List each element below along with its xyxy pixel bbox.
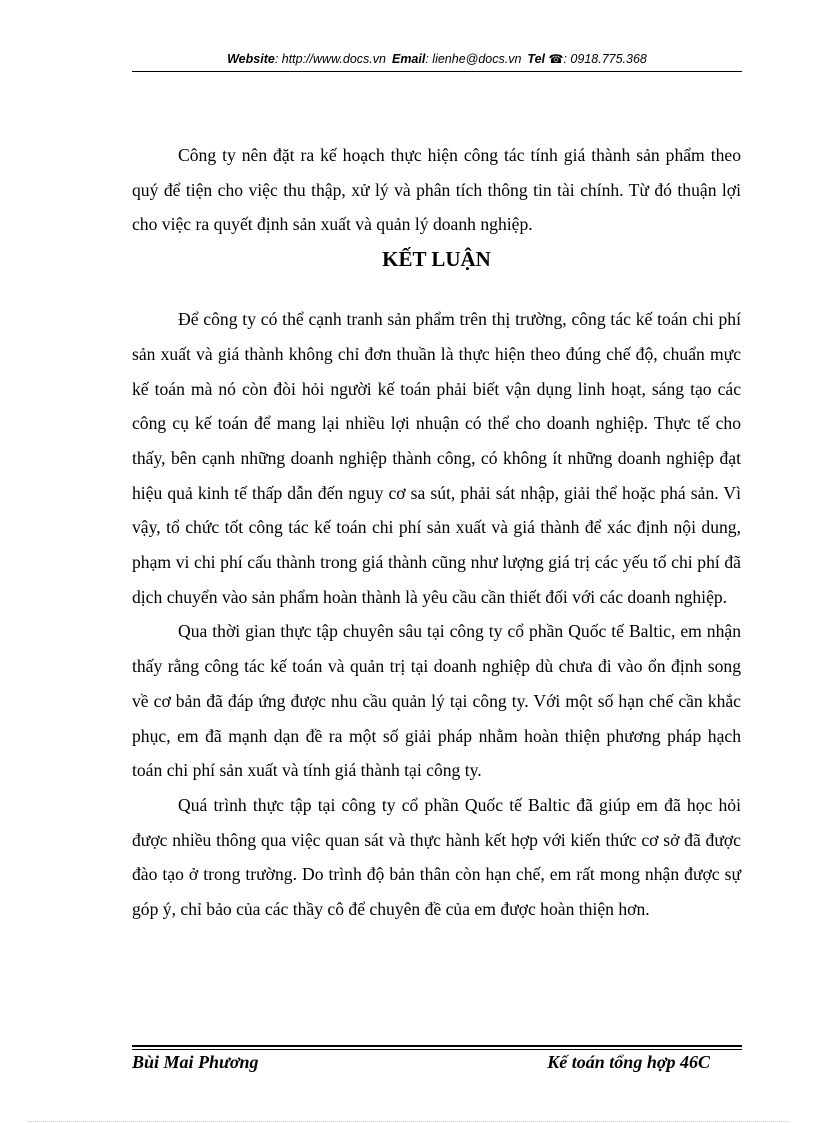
page-header [132, 50, 742, 68]
email-label: Email [391, 52, 426, 66]
header-divider [132, 71, 742, 72]
page-bottom-dotted-line [28, 1121, 788, 1122]
page-footer [132, 1050, 710, 1074]
tel-number: : 0918.775.368 [563, 52, 647, 66]
footer-divider-thick [132, 1045, 742, 1047]
footer-author: Bùi Mai Phương [132, 1052, 259, 1072]
intro-paragraph: Công ty nên đặt ra kế hoạch thực hiện công tác tính giá thành sản phẩm theo quý để tiện cho việc thu thập, xử lý và phân tích thông tin tài chính. Từ đó thuận lợi cho việc ra quyết định sản xuất và quản lý doanh nghiệp. [132, 145, 741, 235]
tel-label: Tel [527, 52, 546, 66]
email-address[interactable]: : lienhe@docs.vn [425, 52, 522, 66]
website-url[interactable]: : http://www.docs.vn [274, 52, 386, 66]
conclusion-paragraph-3: Quá trình thực tập tại công ty cổ phần Quốc tế Baltic đã giúp em đã học hỏi được nhiều thông qua việc quan sát và thực hành kết hợp với kiến thức cơ sở đã được đào tạo ở trong trường. Do trình độ bản thân còn hạn chế, em rất mong nhận được sự góp ý, chỉ bảo của các thầy cô để chuyên đề của em được hoàn thiện hơn. [132, 794, 741, 920]
document-body [132, 138, 741, 927]
conclusion-paragraph-2: Qua thời gian thực tập chuyên sâu tại công ty cổ phần Quốc tế Baltic, em nhận thấy rằng công tác kế toán và quản trị tại doanh nghiệp dù chưa đi vào ổn định song về cơ bản đã đáp ứng được nhu cầu quản lý tại công ty. Với một số hạn chế cần khắc phục, em đã mạnh dạn đề ra một số giải pháp nhằm hoàn thiện phương pháp hạch toán chi phí sản xuất và tính giá thành tại công ty. [132, 621, 741, 781]
conclusion-title: KẾT LUẬN [382, 247, 491, 272]
website-label: Website [227, 52, 275, 66]
phone-icon: ☎ [548, 52, 564, 66]
footer-class: Kế toán tổng hợp 46C [547, 1052, 710, 1072]
conclusion-paragraph-1: Để công ty có thể cạnh tranh sản phẩm trên thị trường, công tác kế toán chi phí sản xuất và giá thành không chỉ đơn thuần là thực hiện theo đúng chế độ, chuẩn mực kế toán mà nó còn đòi hỏi người kế toán phải biết vận dụng linh hoạt, sáng tạo các công cụ kế toán để mang lại nhiều lợi nhuận có thể cho doanh nghiệp. Thực tế cho thấy, bên cạnh những doanh nghiệp thành công, có không ít những doanh nghiệp đạt hiệu quả kinh tế thấp dẫn đến nguy cơ sa sút, phải sát nhập, giải thể hoặc phá sản. Vì vậy, tổ chức tốt công tác kế toán chi phí sản xuất và giá thành để xác định nội dung, phạm vi chi phí cấu thành trong giá thành cũng như lượng giá trị các yếu tố chi phí đã dịch chuyển vào sản phẩm hoàn thành là yêu cầu cần thiết đối với các doanh nghiệp. [132, 309, 741, 607]
